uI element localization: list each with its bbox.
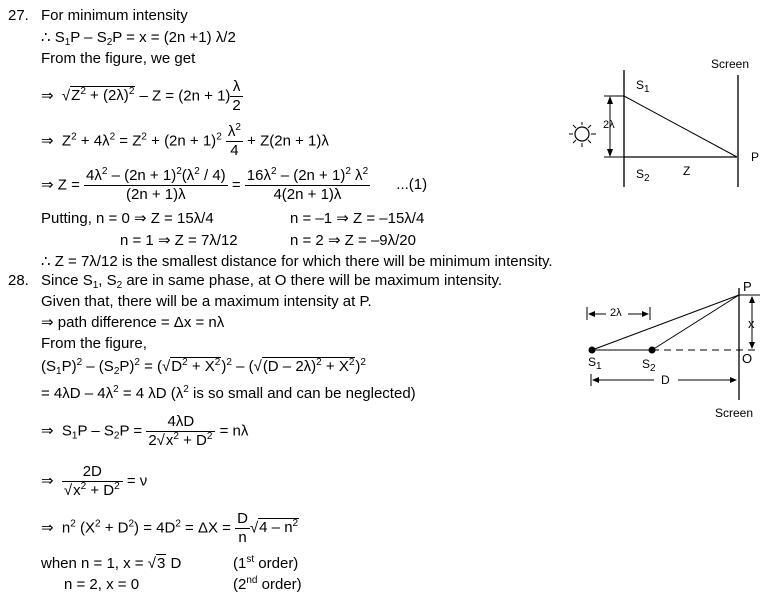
q27-from-figure: From the figure, we get — [41, 50, 196, 67]
q27-putting-n1: n = 1 ⇒ Z = 7λ/12 — [120, 232, 238, 249]
s1-point — [589, 347, 596, 354]
q28-p-label: P — [743, 279, 752, 294]
q28-equation-1: $(S_1P)^2 - (S_2P)^2 = (√D^2 + X^2)^2 - (√(D - 2\lambda)^2 + X^2)^2$ — [41, 357, 366, 377]
q28-case-n1: when n = 1, x = √3 D — [41, 555, 182, 572]
q27-conclusion: ∴ Z = 7λ/12 is the smallest distance for which there will be minimum intensity. — [41, 253, 553, 270]
q27-putting-n0: Putting, n = 0 ⇒ Z = 15λ/4 — [41, 210, 214, 227]
q28-2lambda-label: 2λ — [610, 307, 622, 319]
q27-s1-label: $S_1$ — [636, 78, 650, 95]
q28-o-label: O — [742, 351, 753, 366]
q27-s2-label: $S_2$ — [636, 167, 650, 184]
q28-equation-4: ⇒ $\frac{2D}{√x^2 + D^2}$ = ν — [41, 463, 148, 499]
q28-equation-5: ⇒ $n^2$ $(X^2 + D^2) = 4D^2 = \Delta X$ = $\frac{D}{n}$ $√4 - n^2$ — [41, 510, 299, 546]
q28-case-n2-order: (2nd order) — [233, 575, 302, 593]
s2-point — [649, 347, 656, 354]
q28-case-n1-order: (1st order) — [233, 554, 299, 572]
q28-equation-2: = $4\lambda D - 4\lambda^2 = 4$ λD ($\lambda^2$ is so small and can be neglected) — [41, 384, 416, 402]
q27-figure — [540, 50, 761, 200]
q27-z-label: Z — [683, 164, 691, 178]
q27-p-label: P — [751, 150, 760, 164]
double-slit-diagram — [540, 50, 761, 200]
q28-s1-label: $S_1$ — [588, 355, 602, 372]
q28-figure — [570, 270, 761, 430]
q27-path-difference: ∴ $S_1P - S_2P = x = (2n +1)$ λ/2 — [41, 29, 236, 48]
q28-case-n2: n = 2, x = 0 — [64, 576, 140, 593]
q27-putting-n-minus1: n = –1 ⇒ Z = –15λ/4 — [290, 210, 425, 227]
q28-line-2: Given that, there will be a maximum intensity at P. — [41, 293, 372, 310]
q27-screen-label: Screen — [711, 57, 750, 71]
q27-putting-n2: n = 2 ⇒ Z = –9λ/20 — [290, 232, 416, 249]
sun-icon — [569, 122, 596, 147]
q28-line-4: From the figure, — [41, 335, 147, 352]
q28-line-1: Since $S_1$, $S_2$ are in same phase, at O there will be maximum intensity. — [41, 272, 503, 291]
q27-2lambda-label: 2λ — [603, 119, 615, 131]
question-number-28: 28. — [8, 272, 29, 289]
q28-x-label: x — [748, 316, 755, 331]
question-number-27: 27. — [8, 7, 29, 24]
q28-equation-3: ⇒ $S_1P - S_2P$ = $\frac{4\lambda D}{2√x^2 + D^2}$ = nλ — [41, 413, 249, 449]
q27-title: For minimum intensity — [41, 7, 188, 24]
q27-equation-1: ⇒ $√Z^2 + (2\lambda)^2 - Z = (2n + 1)$ $\frac{\lambda}{2}$ — [41, 78, 241, 114]
q27-equation-3: ⇒ Z = $\frac{4\lambda^2 - (2n + 1)^2(\lambda^2 / 4)}{(2n + 1)\lambda}$ = $\frac{16\lambda^2 - (2n + 1)^2 \lambda^2}{4(2n + 1)\lambda}$ ...(1) — [41, 166, 428, 203]
q28-screen-label: Screen — [715, 406, 754, 420]
q28-s2-label: $S_2$ — [642, 357, 656, 374]
q28-d-label: D — [661, 373, 670, 387]
q28-line-3: ⇒ path difference = Δx = nλ — [41, 314, 225, 331]
q27-equation-2: ⇒ $Z^2 + 4\lambda^2 = Z^2 + (2n + 1)^2$ $\frac{\lambda^2}{4}$ + Z(2n + 1)λ — [41, 122, 329, 159]
